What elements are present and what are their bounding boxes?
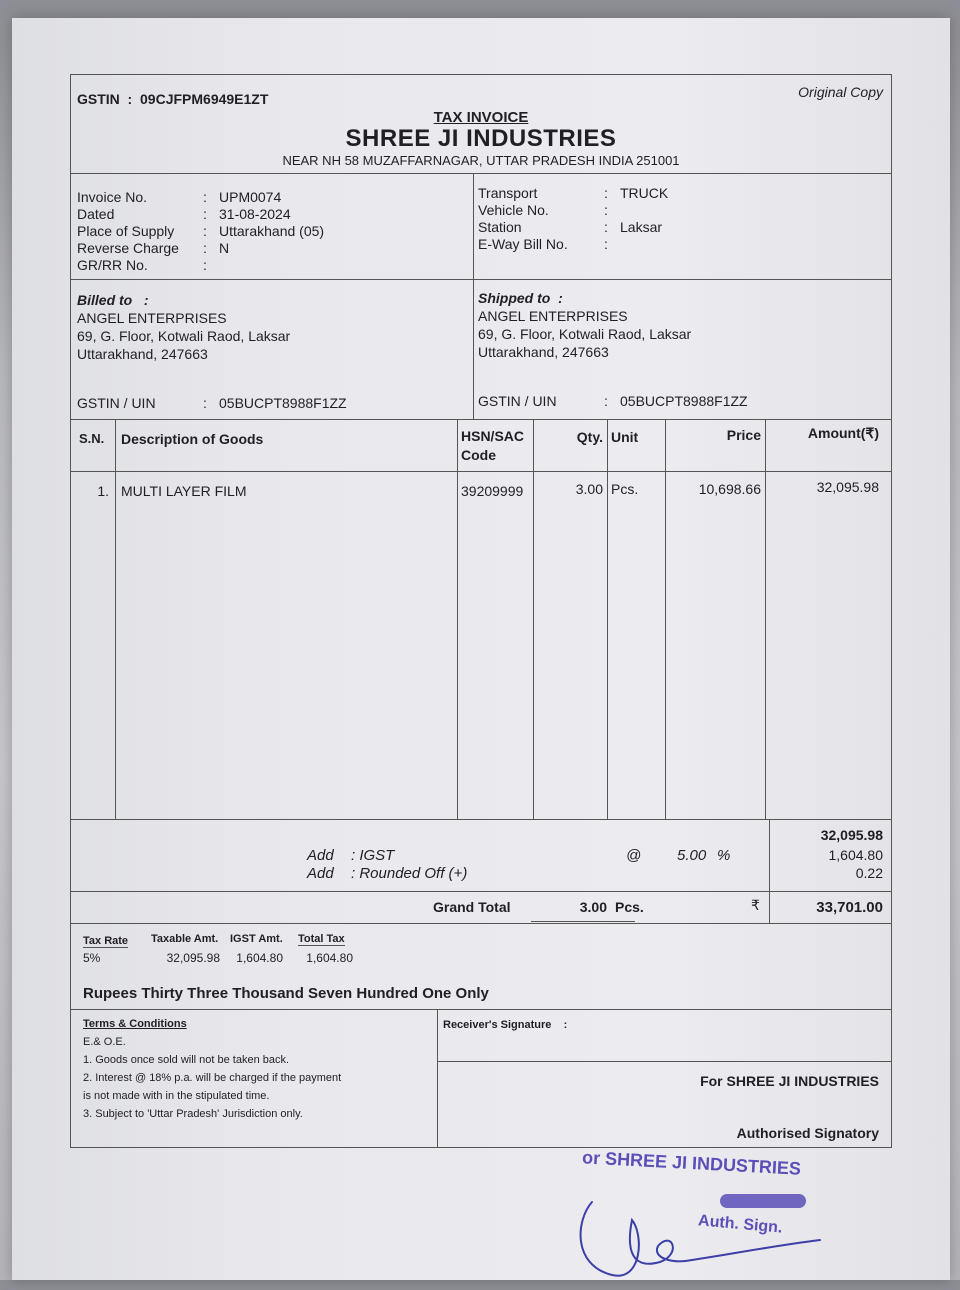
col-header-unit: Unit [611, 429, 639, 445]
info-row: Invoice No. : UPM0074 [77, 189, 282, 205]
amount-in-words: Rupees Thirty Three Thousand Seven Hundred One Only [83, 985, 489, 1002]
igst-rate: 5.00 [677, 847, 707, 864]
transport-row: Station : Laksar [478, 219, 663, 235]
billed-to-address: 69, G. Floor, Kotwali Raod, Laksar [77, 328, 291, 344]
terms-heading: Terms & Conditions [83, 1018, 187, 1030]
subtotal-amount: 32,095.98 [820, 827, 883, 843]
terms-line: 1. Goods once sold will not be taken back. [83, 1054, 290, 1066]
igst-percent: % [717, 847, 731, 864]
billed-to-name: ANGEL ENTERPRISES [77, 310, 227, 326]
info-row: Place of Supply : Uttarakhand (05) [77, 223, 325, 239]
grand-total-label: Grand Total [433, 899, 511, 915]
terms-line: E.& O.E. [83, 1036, 126, 1048]
add-roundoff-desc: : Rounded Off (+) [351, 865, 468, 882]
info-row: GR/RR No. : [77, 257, 207, 273]
shipped-to-name: ANGEL ENTERPRISES [478, 308, 628, 324]
add-igst-label: Add [307, 847, 334, 864]
for-company: For SHREE JI INDUSTRIES [700, 1073, 879, 1089]
shipped-to-address: Uttarakhand, 247663 [478, 344, 609, 360]
igst-amount: 1,604.80 [828, 847, 883, 863]
transport-row: Vehicle No. : [478, 202, 608, 218]
roundoff-amount: 0.22 [855, 865, 883, 881]
igst-at: @ [626, 847, 642, 864]
col-header-qty: Qty. [576, 429, 603, 445]
transport-row: E-Way Bill No. : [478, 236, 608, 252]
terms-line: 3. Subject to 'Uttar Pradesh' Jurisdiction only. [83, 1108, 303, 1120]
company-address: NEAR NH 58 MUZAFFARNAGAR, UTTAR PRADESH INDIA 251001 [282, 153, 680, 168]
handwritten-signature [572, 1180, 832, 1290]
company-stamp-text: or SHREE JI INDUSTRIES [581, 1147, 802, 1179]
col-header-desc: Description of Goods [121, 431, 264, 447]
add-igst-desc: : IGST [351, 847, 395, 864]
currency-symbol: ₹ [751, 897, 760, 913]
copy-label: Original Copy [798, 84, 883, 100]
col-header-hsn: HSN/SAC Code [461, 428, 525, 463]
cell-unit: Pcs. [611, 481, 639, 497]
terms-line: 2. Interest @ 18% p.a. will be charged if the payment [83, 1072, 342, 1084]
company-name: SHREE JI INDUSTRIES [345, 125, 617, 152]
cell-sn: 1. [97, 483, 109, 499]
shipped-to-block [478, 289, 691, 361]
terms-block [83, 1015, 341, 1123]
shipped-to-gstin: GSTIN / UIN : 05BUCPT8988F1ZZ [478, 393, 748, 409]
grand-total-underline [531, 921, 635, 922]
cell-amount: 32,095.98 [816, 479, 879, 495]
billed-to-gstin: GSTIN / UIN : 05BUCPT8988F1ZZ [77, 395, 347, 411]
grand-total-unit: Pcs. [615, 899, 644, 915]
receiver-signature-label: Receiver's Signature : [443, 1019, 568, 1031]
billed-to-block [77, 291, 290, 363]
invoice-frame: GSTIN : 09CJFPM6949E1ZT Original Copy TAX INVOICE SHREE JI INDUSTRIES NEAR NH 58 MUZAFFARNAGAR, UTTAR PRADESH INDIA 251001 Invoice No. : UPM0074 Dated : 31-08-2024 Place of Supply : Uttarakhand (05) Reverse Charge : N GR/RR No. : Transport : TRUCK Vehicle No. : Station : Laksar E-Way Bill No. : Billed to : ANGEL ENTERPRISES 69, G. Floor, Kotwali Raod, Laksar Uttarakhand, 247663 GSTIN / UIN : 05BUCPT8988F1ZZ Shipped to : ANGEL ENTERPRISES 69, G. Floor, Kotwali Raod, Laksar Uttarakhand, 247663 GSTIN / UIN : 05BUCPT8988F1ZZ S.N. Description of Goods HSN/SAC Code Qty. Unit Price Amount(₹) 1. MULTI LAYER FILM 39209999 3.00 Pcs. 10,698.66 32,095.98 32,095.98 Add : IGST @ 5.00 % 1,604.80 Add : Rounded Off (+) 0.22 Grand Total 3.00 Pcs. ₹ 33,701.00 Tax Rate Taxable Amt. IGST Amt. Total Tax 5% 32,095.98 1,604.80 1,604.80 Rupees Thirty Three Thousand Seven Hundred One Only Terms & Conditions E.& O.E. 1. Goods once sold will not be taken back. 2. Interest @ 18% p.a. will be charged if the payment is not made with in the stipulated time. 3. Subject to 'Uttar Pradesh' Jurisdiction only. Receiver's Signature : For SHREE JI INDUSTRIES Authorised Signatory [70, 74, 892, 1148]
grand-total-amount: 33,701.00 [816, 899, 883, 916]
shipped-to-address: 69, G. Floor, Kotwali Raod, Laksar [478, 326, 692, 342]
authorised-signatory: Authorised Signatory [736, 1125, 879, 1141]
billed-to-heading: Billed to : [77, 292, 149, 308]
cell-price: 10,698.66 [698, 481, 761, 497]
add-roundoff-label: Add [307, 865, 334, 882]
col-header-price: Price [726, 427, 761, 443]
billed-to-address: Uttarakhand, 247663 [77, 346, 208, 362]
shipped-to-heading: Shipped to : [478, 290, 563, 306]
gstin-header: GSTIN : 09CJFPM6949E1ZT [77, 91, 269, 107]
transport-info [478, 185, 668, 253]
gstin-label: GSTIN [77, 91, 120, 107]
stamp-auth-sign: Auth. Sign. [697, 1212, 784, 1237]
invoice-info [77, 189, 324, 274]
cell-qty: 3.00 [575, 481, 603, 497]
col-header-sn: S.N. [79, 431, 105, 446]
transport-row: Transport : TRUCK [478, 185, 669, 201]
info-row: Reverse Charge : N [77, 240, 230, 256]
doc-title: TAX INVOICE [433, 109, 529, 126]
info-row: Dated : 31-08-2024 [77, 206, 291, 222]
terms-line: is not made with in the stipulated time. [83, 1090, 270, 1102]
gstin-value: 09CJFPM6949E1ZT [140, 91, 269, 107]
col-header-amount: Amount(₹) [807, 425, 879, 441]
grand-total-qty: 3.00 [579, 899, 607, 915]
paper-sheet [12, 18, 950, 1280]
cell-desc: MULTI LAYER FILM [121, 483, 247, 499]
cell-hsn: 39209999 [461, 483, 524, 499]
